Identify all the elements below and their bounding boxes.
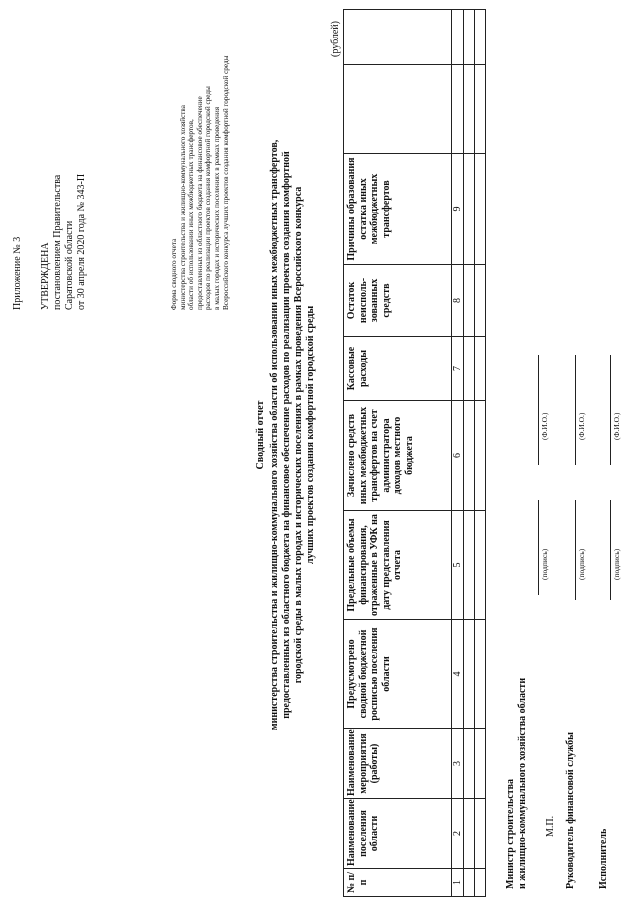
form-caption — [170, 10, 230, 310]
table-cell — [464, 10, 475, 65]
table-cell — [475, 511, 486, 620]
report-subtitle-line: лучших проектов создания комфортной городской среды — [305, 305, 316, 565]
table-cell — [452, 10, 464, 65]
signature-hint: (подпись) — [612, 548, 621, 580]
column-number: 9 — [452, 154, 464, 265]
decree-line: от 30 апреля 2020 года № 343-П — [76, 173, 87, 310]
column-header: Наименование мероприятия (работы) — [344, 729, 452, 799]
report-title: Сводный отчет — [255, 400, 266, 470]
table-cell — [452, 65, 464, 154]
table-cell — [464, 154, 475, 265]
form-caption-line: в малых городах и исторических поселениях в рамках проведения — [212, 106, 221, 310]
table-cell — [464, 401, 475, 511]
units-label: (рублей) — [330, 20, 341, 57]
table-cell — [464, 620, 475, 729]
table-cell — [475, 799, 486, 869]
column-header: Предельные объемы финансирования, отраженные в УФК на дату представления отчета — [344, 511, 452, 620]
table-cell — [464, 65, 475, 154]
table-row — [475, 10, 486, 897]
minister-title: и жилищно-коммунального хозяйства области — [517, 677, 528, 889]
column-header: Наименование поселения области — [344, 799, 452, 869]
table-cell — [464, 337, 475, 401]
stamp-mark: М.П. — [545, 815, 556, 837]
table-header-row — [344, 10, 452, 897]
minister-name-line — [538, 355, 539, 465]
column-number: 5 — [452, 511, 464, 620]
signature-hint: (подпись) — [577, 548, 586, 580]
form-caption-line: министерства строительства и жилищно-коммунального хозяйства — [178, 105, 187, 310]
report-title-block — [255, 139, 317, 731]
table-cell — [475, 620, 486, 729]
finance-head-title: Руководитель финансовой службы — [565, 732, 576, 889]
form-caption-line: расходов по реализации проектов создания комфортной городской среды — [204, 86, 213, 310]
form-caption-line: области об использовании иных межбюджетных трансфертов, — [187, 119, 196, 310]
column-header-empty — [344, 65, 452, 154]
executor-name-line — [610, 355, 611, 465]
form-caption-line: Всероссийского конкурса лучших проектов создания комфортной городской среды — [221, 55, 230, 310]
column-header: Причины образования остатка иных межбюджетных трансфертов — [344, 154, 452, 265]
table-cell — [475, 154, 486, 265]
column-number: 8 — [452, 265, 464, 337]
name-hint: (Ф.И.О.) — [540, 412, 549, 440]
column-number: 2 — [452, 799, 464, 869]
signature-hint: (подпись) — [540, 548, 549, 580]
table-cell — [464, 799, 475, 869]
column-number: 3 — [452, 729, 464, 799]
minister-title: Министр строительства — [505, 778, 516, 889]
report-subtitle-line: предоставленных из областного бюджета на финансовое обеспечение расходов по реализации проектов создания комфортной — [281, 151, 292, 719]
column-number: 6 — [452, 401, 464, 511]
table-cell — [475, 401, 486, 511]
table-cell — [464, 511, 475, 620]
approved-stamp: УТВЕРЖДЕНА — [40, 242, 51, 310]
executor-title: Исполнитель — [598, 828, 609, 889]
report-subtitle-line: городской среды в малых городах и исторических поселениях в рамках проведения Всероссийского конкурса — [293, 186, 304, 684]
table-cell — [464, 265, 475, 337]
annex-number: Приложение № 3 — [12, 236, 23, 310]
column-header: № п/п — [344, 869, 452, 897]
column-header: Остаток неисполь-зованных средств — [344, 265, 452, 337]
table-cell — [475, 729, 486, 799]
name-hint: (Ф.И.О.) — [612, 412, 621, 440]
column-number: 4 — [452, 620, 464, 729]
column-number: 1 — [452, 869, 464, 897]
table-cell — [475, 65, 486, 154]
decree-line: Саратовской области — [64, 220, 75, 310]
approval-block — [12, 10, 88, 310]
decree-line: постановлением Правительства — [52, 174, 63, 310]
table-cell — [475, 337, 486, 401]
column-header: Предусмотрено сводной бюджетной росписью поселения области — [344, 620, 452, 729]
column-header-empty — [344, 10, 452, 65]
executor-signature-line — [610, 500, 611, 600]
table-cell — [475, 869, 486, 897]
table-cell — [475, 265, 486, 337]
form-caption-line: Форма сводного отчета — [170, 238, 178, 310]
table-row — [464, 10, 475, 897]
column-header: Зачислено средств иных межбюджетных трансфертов на счет администратора доходов местного бюджета — [344, 401, 452, 511]
name-hint: (Ф.И.О.) — [577, 412, 586, 440]
finance-name-line — [575, 355, 576, 465]
report-table — [343, 9, 486, 897]
table-cell — [475, 10, 486, 65]
table-cell — [464, 869, 475, 897]
form-caption-line: предоставленных из областного бюджета на финансовое обеспечение — [195, 96, 204, 310]
column-number: 7 — [452, 337, 464, 401]
minister-signature-line — [538, 500, 539, 595]
table-row — [452, 10, 464, 897]
report-subtitle-line: министерства строительства и жилищно-коммунального хозяйства области об использовании иных межбюджетных трансфертов, — [269, 139, 280, 731]
finance-signature-line — [575, 500, 576, 600]
table-cell — [464, 729, 475, 799]
column-header: Кассовые расходы — [344, 337, 452, 401]
